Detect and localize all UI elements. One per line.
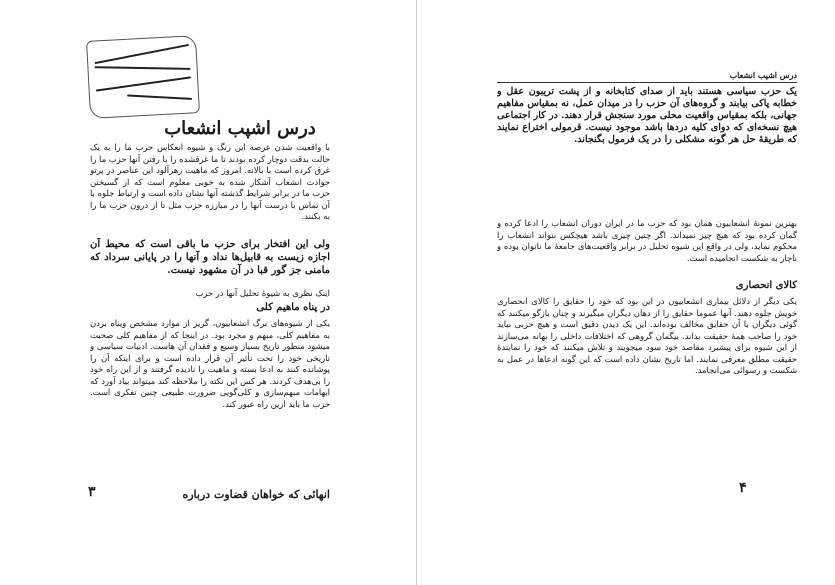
library-seal-stamp xyxy=(86,35,200,119)
running-header: درس اشپب انشعاب xyxy=(729,70,797,80)
bold-paragraph: یک حزب سیاسی هستند باید از صدای کتابخانه و از پشت تریبون عقل و خطابه پاکی بیابند و گروه‌های آن حزب را در میدان عمل، نه بمقیاس مفاهیم جهانی، بلکه بمقیاس واقعیت محلی مورد سنجش قرار دهند. در کار اجتماعی هیچ نسخه‌ای که دوای کلیه دردها باشد موجود نیست. قرمولی اختراع نمایند که طریقهٔ حل هر گونه مشکلی را در یک فرمول بگنجاند. xyxy=(497,86,797,145)
body-paragraph-right: یکی دیگر از دلائل بیماری انشعابیون در این بود که خود را حقایق را کالای انحصاری خویش جلوه دهند. آنها عموما حقایق را از دهان دیگران میگیرند و چنان بازگو میکنند که گوئی دیگران با آن حقایق مخالف بوده‌اند. این یک دیدن دقیق است و هیچ حزبی نباید خود را صاحب همهٔ حقیقت بداند. بیگمان گروهی که اختلافات داخلی را بهانه می‌سازند از این شیوه برای پیشبرد مقاصد خود سود میجویند و تلاش میکنند که خود را نمایندهٔ حقیقت مطلق معرفی نمایند. اما تاریخ نشان داده است که این گونه ادعاها در عمل به شکست و رسوائی می‌انجامد. xyxy=(497,296,797,375)
section-heading-right: کالای انحصاری xyxy=(735,280,797,291)
chapter-heading: درس اشپب انشعاب xyxy=(164,118,316,139)
page-number-left: ۳ xyxy=(88,484,96,500)
regular-paragraph: بهترین نمونهٔ انشعابیون همان بود که حزب ما در ایران دوران انشعاب را ادعا کرده و گمان کرده بود که هیچ چیز نمیداند. اگر چنین چیزی باشد هیچکس نتواند انشعاب را محکوم نماید، ولی در واقع این شیوه تحلیل در برابر واقعیت‌های جامعهٔ ما ناتوان بوده و ناچار به شکست انجامیده است. xyxy=(497,218,797,263)
left-page xyxy=(0,0,416,585)
page-number-right: ۴ xyxy=(739,480,747,496)
closing-bold-line: انهائی که خواهان قضاوت درباره xyxy=(182,488,330,501)
lead-bold-paragraph: ولی این افتخار برای حزب ما باقی است که محیط آن اجازه زیست به قابیل‌ها نداد و آنها را در پایانی سرداد که مامنی جز گور قبا در آن مشهود نیست. xyxy=(90,239,330,276)
header-rule xyxy=(497,82,797,83)
body-paragraph: یکی از شیوه‌های برگ انشعابیون، گریز از موارد مشخص ویناه بردن به مفاهیم کلی، مبهم و مجرد بود. در اینجا که از مفاهیم کلی صحبت میشود منظور تاریخ بسیار وسیع و فقدان آن هاست. ادبیات سیاسی و تاریخی خود را تحت تأثیر آن قرار داده است و برای اینکه آن را پوشانده کنند به ادعا بسته و ماهیت را نادیده گرفتند و از این راه خود را بی‌هدف کردند. هر کس این نکته را ملاحظه کند میتواند بیاد آورد که ابهامات مبهم‌سازی و کلی‌گویی ضرورت طبیعی چنین تفکری است. حزب ما باید ازین راه عبور کند. xyxy=(90,318,330,409)
right-page xyxy=(417,0,835,585)
section-heading: در پناه ماهیم کلی xyxy=(256,302,330,313)
intro-paragraph: با واقعیت شدن عرصه این رنگ و شیوه انعکاس حرب ما را به یک حالت بدقت دوچار کرده بودند تا ما غرقشده را با رفتن آنها حزب ما را غرق کرده است با بالانه. امروز که ماهیت زهرآلود این عناصر در پرتو حوادث انشعاب آشکار شده به خوبی معلوم است که از گسیختن حزب ما در برابر شرایط گذشته آنها نشان داده است و ارتباط جلوه با آن تماس با درست آنها را در مبارزه حزب مثل تا از درون حزب ما را به بکنند. xyxy=(90,142,330,221)
transition-line: اینک نظری به شیوهٔ تحلیل آنها در حزب xyxy=(195,288,330,298)
